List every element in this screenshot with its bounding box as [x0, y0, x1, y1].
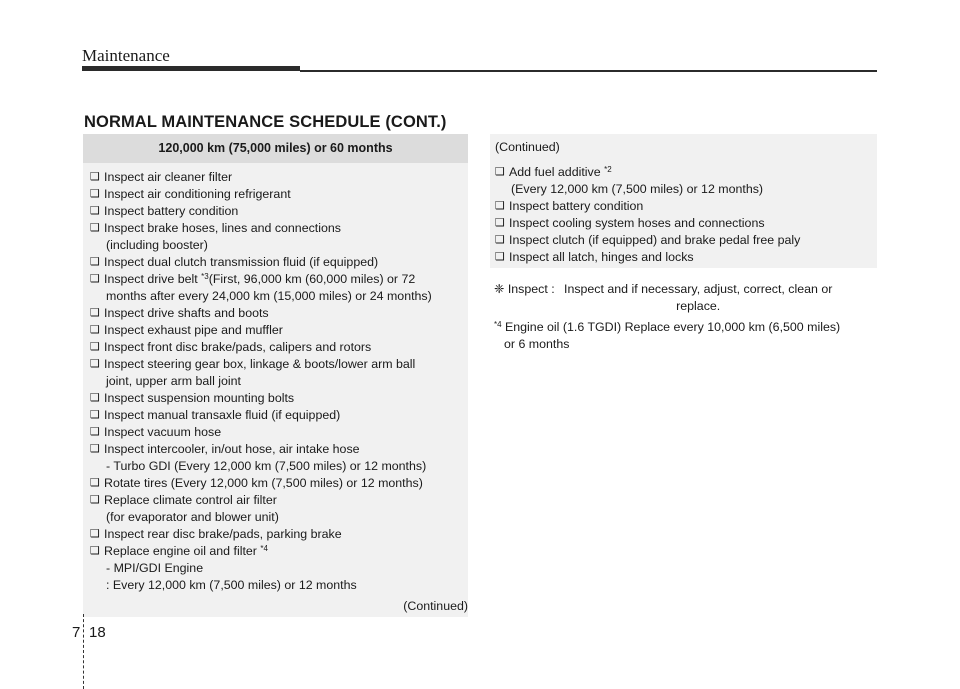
header-rule-thick [82, 66, 300, 71]
item-text: Inspect rear disc brake/pads, parking brake [104, 527, 342, 541]
list-item [90, 339, 464, 356]
page-heading: NORMAL MAINTENANCE SCHEDULE (CONT.) [84, 113, 447, 131]
list-item [90, 526, 464, 543]
item-text: Inspect brake hoses, lines and connections [104, 221, 341, 235]
item-text: Inspect intercooler, in/out hose, air intake hose [104, 442, 360, 456]
list-item [90, 271, 464, 305]
checkbox-icon: ❑ [90, 324, 100, 336]
list-item [90, 441, 464, 475]
inspect-note [494, 281, 877, 315]
item-subtext: - MPI/GDI Engine [106, 561, 204, 575]
list-item [495, 232, 873, 249]
inspect-note-text-cont: replace. [676, 299, 721, 313]
item-subtext: (for evaporator and blower unit) [106, 510, 279, 524]
inspect-note-text: Inspect and if necessary, adjust, correct, clean or [564, 282, 833, 296]
list-item [90, 322, 464, 339]
continued-label-left: (Continued) [403, 599, 468, 613]
item-text: Replace climate control air filter [104, 493, 277, 507]
list-item [495, 215, 873, 232]
item-subtext: - Turbo GDI (Every 12,000 km (7,500 miles) or 12 months) [106, 459, 427, 473]
item-text: Inspect manual transaxle fluid (if equipped) [104, 408, 341, 422]
list-item [90, 424, 464, 441]
list-item [495, 198, 873, 215]
schedule-box-right [490, 134, 877, 268]
footnote-text: Engine oil (1.6 TGDI) Replace every 10,000 km (6,500 miles) [501, 320, 841, 334]
checkbox-icon: ❑ [90, 392, 100, 404]
page-number: 18 [89, 624, 106, 641]
item-text: Inspect suspension mounting bolts [104, 391, 295, 405]
checkbox-icon: ❑ [495, 217, 505, 229]
item-text: Inspect drive shafts and boots [104, 306, 269, 320]
checkbox-icon: ❑ [90, 443, 100, 455]
checkbox-icon: ❑ [90, 256, 100, 268]
list-item [90, 169, 464, 186]
item-subtext: joint, upper arm ball joint [106, 374, 241, 388]
item-subtext: months after every 24,000 km (15,000 miles) or 24 months) [106, 289, 432, 303]
checkbox-icon: ❑ [90, 494, 100, 506]
continued-label-right: (Continued) [495, 140, 560, 154]
list-item [90, 492, 464, 526]
checkbox-icon: ❑ [90, 477, 100, 489]
item-text: Inspect all latch, hinges and locks [509, 250, 694, 264]
item-text: Inspect air cleaner filter [104, 170, 233, 184]
item-text: Inspect battery condition [509, 199, 644, 213]
checkbox-icon: ❑ [495, 200, 505, 212]
item-text: Inspect cooling system hoses and connections [509, 216, 765, 230]
list-item [90, 305, 464, 322]
footnote-ref: *3 [201, 272, 209, 281]
checkbox-icon: ❑ [495, 166, 505, 178]
checkbox-icon: ❑ [90, 409, 100, 421]
header-rule-thin [300, 70, 877, 72]
item-text: Inspect vacuum hose [104, 425, 222, 439]
schedule-box-left [83, 134, 468, 617]
checkbox-icon: ❑ [90, 188, 100, 200]
list-item [90, 543, 464, 594]
item-text: Inspect dual clutch transmission fluid (if equipped) [104, 255, 379, 269]
checkbox-icon: ❑ [90, 273, 100, 285]
item-text: Inspect air conditioning refrigerant [104, 187, 291, 201]
list-item [90, 203, 464, 220]
checkbox-icon: ❑ [90, 545, 100, 557]
checkbox-icon: ❑ [90, 205, 100, 217]
item-text: Inspect front disc brake/pads, calipers and rotors [104, 340, 372, 354]
chapter-number: 7 [72, 624, 81, 641]
checkbox-icon: ❑ [495, 251, 505, 263]
footnote-ref: *4 [260, 544, 268, 553]
list-item [495, 164, 873, 198]
checkbox-icon: ❑ [90, 426, 100, 438]
page-divider [83, 614, 84, 689]
notes [494, 281, 877, 353]
item-text: Replace engine oil and filter $^{*4}$ [104, 544, 268, 558]
checkbox-icon: ❑ [90, 222, 100, 234]
section-title: Maintenance [82, 46, 170, 65]
list-item [90, 186, 464, 203]
item-text: Inspect clutch (if equipped) and brake pedal free paly [509, 233, 801, 247]
inspect-note-key: ❈ Inspect : [494, 282, 555, 296]
schedule-box-header: 120,000 km (75,000 miles) or 60 months [83, 134, 468, 163]
item-text: Add fuel additive $^{*2}$ [509, 165, 612, 179]
list-item [495, 249, 873, 266]
item-subtext: : Every 12,000 km (7,500 miles) or 12 months [106, 578, 357, 592]
item-text: Inspect steering gear box, linkage & boots/lower arm ball [104, 357, 416, 371]
checkbox-icon: ❑ [90, 341, 100, 353]
list-item [90, 254, 464, 271]
item-subtext: (Every 12,000 km (7,500 miles) or 12 months) [511, 182, 764, 196]
checkbox-icon: ❑ [495, 234, 505, 246]
item-text: Rotate tires (Every 12,000 km (7,500 miles) or 12 months) [104, 476, 423, 490]
left-item-list [83, 169, 468, 594]
footnote-ref: *2 [604, 165, 612, 174]
item-subtext: (including booster) [106, 238, 208, 252]
item-text: Inspect drive belt $^{*3}$(First, 96,000 km (60,000 miles) or 72 [104, 272, 416, 286]
checkbox-icon: ❑ [90, 171, 100, 183]
footnote-mark: *4 [494, 320, 502, 329]
right-item-list [490, 164, 877, 266]
list-item [90, 220, 464, 254]
list-item [90, 407, 464, 424]
footnote-text-cont: or 6 months [504, 337, 570, 351]
item-text: Inspect battery condition [104, 204, 239, 218]
list-item [90, 390, 464, 407]
list-item [90, 356, 464, 390]
checkbox-icon: ❑ [90, 358, 100, 370]
list-item [90, 475, 464, 492]
item-text: Inspect exhaust pipe and muffler [104, 323, 283, 337]
checkbox-icon: ❑ [90, 528, 100, 540]
checkbox-icon: ❑ [90, 307, 100, 319]
footnote [494, 319, 877, 353]
